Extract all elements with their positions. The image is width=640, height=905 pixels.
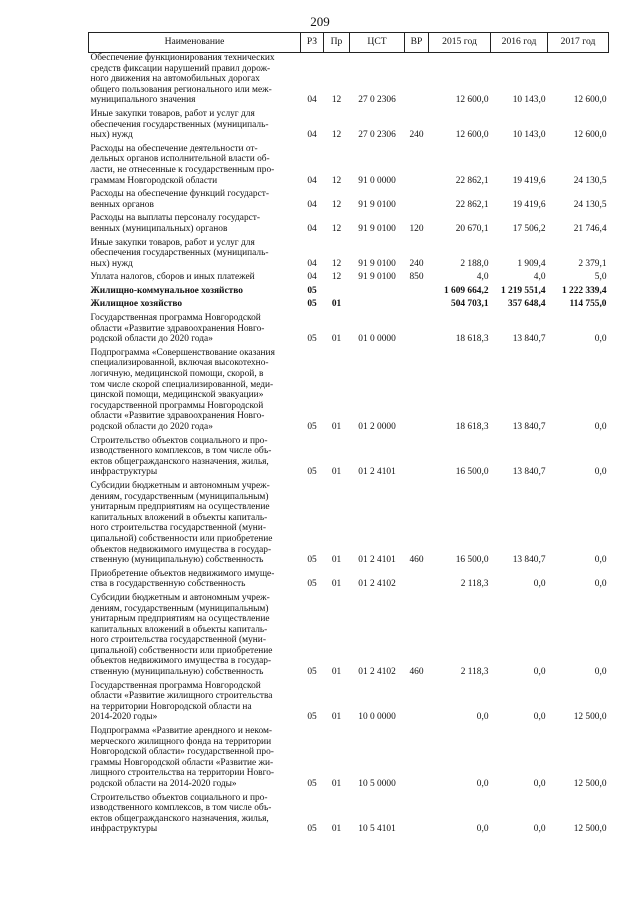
row-cst: 27 0 2306 <box>358 130 396 141</box>
row-name: Строительство объектов социального и про- изводственного комплексов, в том числе объ- ектов общегражданского назначения, жилья, инфраструктуры <box>90 435 272 478</box>
table-row <box>89 286 609 300</box>
row-rz: 05 <box>307 779 317 789</box>
row-rz: 04 <box>307 272 317 283</box>
table-header <box>89 33 609 53</box>
header-2017: 2017 год <box>548 33 609 53</box>
table-row <box>89 238 609 273</box>
row-name: Расходы на обеспечение деятельности от- дельных органов исполнительной власти об- ласти, не отнесенные к государственным про- граммам Новгородской области <box>90 143 275 186</box>
row-rz: 04 <box>307 223 317 234</box>
row-cst: 01 2 4102 <box>358 667 396 678</box>
row-rz: 05 <box>307 667 317 678</box>
row-pr <box>324 286 350 300</box>
row-rz: 05 <box>307 285 317 296</box>
row-value-2015: 12 600,0 <box>455 95 489 106</box>
row-vr <box>405 681 429 726</box>
row-vr <box>405 189 429 213</box>
row-value-2016: 10 143,0 <box>512 130 546 141</box>
row-value-2017: 5,0 <box>594 272 607 283</box>
row-cst: 10 5 0000 <box>358 779 396 789</box>
table-row <box>89 593 609 681</box>
budget-table <box>88 32 609 838</box>
header-row <box>89 33 609 53</box>
row-value-2015: 20 670,1 <box>455 223 489 234</box>
row-value-2016: 0,0 <box>533 779 546 789</box>
header-2016: 2016 год <box>491 33 548 53</box>
row-pr: 01 <box>331 779 342 789</box>
row-value-2017: 12 500,0 <box>573 779 607 789</box>
row-pr: 01 <box>331 712 342 723</box>
row-vr <box>405 348 429 436</box>
row-value-2016: 13 840,7 <box>512 555 546 566</box>
row-value-2015: 2 118,3 <box>460 579 489 590</box>
row-rz: 05 <box>307 299 317 310</box>
row-value-2017: 0,0 <box>594 555 607 566</box>
row-vr <box>405 144 429 189</box>
table-row <box>89 436 609 481</box>
row-vr: 850 <box>409 272 424 283</box>
row-pr: 12 <box>331 258 342 269</box>
row-vr: 460 <box>409 667 424 678</box>
row-pr: 12 <box>331 199 342 210</box>
row-value-2017: 1 222 339,4 <box>561 285 607 296</box>
page-number: 209 <box>310 14 330 29</box>
row-value-2016: 0,0 <box>533 824 546 835</box>
row-vr <box>405 569 429 593</box>
table-row <box>89 109 609 144</box>
row-name: Подпрограмма «Совершенствование оказания специализированной, включая высокотехно- логичную, медицинской помощи, скорой, в том числе скорой специализированной, меди- цинской помощи, медицинской эвакуации» государственной программы Новгородской области «Развитие здравоохранения Новго- родской области до 2020 года» <box>90 347 275 432</box>
row-value-2015: 22 862,1 <box>455 175 489 186</box>
row-pr: 01 <box>331 555 342 566</box>
row-value-2015: 16 500,0 <box>455 467 489 478</box>
row-cst: 91 9 0100 <box>358 223 396 234</box>
row-value-2016: 13 840,7 <box>512 422 546 432</box>
row-value-2017: 2 379,1 <box>578 258 607 269</box>
row-name: Субсидии бюджетным и автономным учреж- дениям, государственным (муниципальным) унитарным предприятиям на осуществление капитальных вложений в объекты капиталь- ного строительства государственной (муни- ципальной) собственности или приобретение объектов недвижимого имущества в государ- ственную (муниципальную) собственность <box>90 592 273 678</box>
row-value-2016: 19 419,6 <box>512 199 546 210</box>
row-value-2016: 1 219 551,4 <box>500 285 546 296</box>
row-value-2017: 12 500,0 <box>573 824 607 835</box>
row-value-2016: 357 648,4 <box>508 299 546 310</box>
row-rz: 04 <box>307 175 317 186</box>
row-pr: 01 <box>331 824 342 835</box>
row-value-2016: 17 506,2 <box>512 223 546 234</box>
row-vr <box>405 299 429 313</box>
table-row <box>89 144 609 189</box>
row-vr <box>405 793 429 838</box>
table-row <box>89 793 609 838</box>
row-cst: 91 9 0100 <box>358 258 396 269</box>
row-name: Уплата налогов, сборов и иных платежей <box>90 272 255 283</box>
row-value-2015: 12 600,0 <box>455 130 489 141</box>
row-value-2016: 0,0 <box>533 579 546 590</box>
row-value-2016: 13 840,7 <box>512 467 546 478</box>
row-pr: 01 <box>331 422 342 432</box>
row-rz: 04 <box>307 130 317 141</box>
row-rz: 05 <box>307 422 317 432</box>
row-cst: 01 2 4102 <box>358 579 396 590</box>
row-pr: 12 <box>331 95 342 106</box>
row-name: Иные закупки товаров, работ и услуг для обеспечения государственных (муниципаль- ных) нужд <box>90 237 269 269</box>
row-name: Государственная программа Новгородской области «Развитие жилищного строительства на территории Новгородской области на 2014-2020 годы» <box>90 680 273 723</box>
row-vr <box>405 726 429 793</box>
row-cst: 91 9 0100 <box>358 199 396 210</box>
row-vr <box>405 53 429 109</box>
row-value-2015: 22 862,1 <box>455 199 489 210</box>
table-row <box>89 481 609 569</box>
row-cst: 10 5 4101 <box>358 824 396 835</box>
row-value-2015: 18 618,3 <box>455 334 489 345</box>
row-value-2017: 0,0 <box>594 579 607 590</box>
row-pr: 01 <box>331 667 342 678</box>
row-value-2015: 0,0 <box>476 824 489 835</box>
row-cst: 01 2 0000 <box>358 422 396 432</box>
row-cst: 01 0 0000 <box>358 334 396 345</box>
row-name: Расходы на обеспечение функций государст- венных органов <box>90 189 270 210</box>
row-pr: 12 <box>331 223 342 234</box>
table-row <box>89 213 609 237</box>
row-value-2017: 0,0 <box>594 422 607 432</box>
row-value-2015: 0,0 <box>476 779 489 789</box>
row-cst <box>350 286 405 300</box>
row-value-2015: 1 609 664,2 <box>443 285 489 296</box>
row-rz: 04 <box>307 199 317 210</box>
table-row <box>89 681 609 726</box>
row-value-2017: 0,0 <box>594 334 607 345</box>
row-rz: 04 <box>307 258 317 269</box>
header-pr: Пр <box>324 33 350 53</box>
row-value-2017: 21 746,4 <box>573 223 607 234</box>
row-value-2015: 504 703,1 <box>451 299 489 310</box>
row-vr <box>405 436 429 481</box>
row-value-2017: 24 130,5 <box>573 175 607 186</box>
header-name: Наименование <box>89 33 301 53</box>
row-pr: 01 <box>331 299 342 310</box>
table-row <box>89 313 609 348</box>
row-name: Обеспечение функционирования технических средств фиксации нарушений правил дорож- ного движения на автомобильных дорогах общего пользования регионального или меж- муниципального значения <box>90 53 275 106</box>
row-value-2016: 4,0 <box>533 272 546 283</box>
row-name: Государственная программа Новгородской области «Развитие здравоохранения Новго- родской области до 2020 года» <box>90 313 265 345</box>
table-row <box>89 53 609 109</box>
table-row <box>89 299 609 313</box>
row-rz: 05 <box>307 467 317 478</box>
row-pr: 12 <box>331 130 342 141</box>
row-value-2017: 24 130,5 <box>573 199 607 210</box>
row-cst: 10 0 0000 <box>358 712 396 723</box>
row-rz: 05 <box>307 579 317 590</box>
row-vr <box>405 286 429 300</box>
header-2015: 2015 год <box>429 33 491 53</box>
row-pr: 01 <box>331 579 342 590</box>
row-value-2015: 4,0 <box>476 272 489 283</box>
row-value-2016: 0,0 <box>533 667 546 678</box>
table-row <box>89 272 609 286</box>
row-value-2015: 2 188,0 <box>460 258 489 269</box>
row-name: Приобретение объектов недвижимого имуще- ства в государственную собственность <box>90 568 275 590</box>
table-row <box>89 348 609 436</box>
row-cst: 91 0 0000 <box>358 175 396 186</box>
row-rz: 05 <box>307 712 317 723</box>
row-name: Жилищно-коммунальное хозяйство <box>90 285 243 296</box>
row-rz: 04 <box>307 95 317 106</box>
row-name: Иные закупки товаров, работ и услуг для обеспечения государственных (муниципаль- ных) нужд <box>90 108 269 141</box>
header-cst: ЦСТ <box>350 33 405 53</box>
row-vr: 240 <box>409 258 424 269</box>
row-value-2015: 2 118,3 <box>460 667 489 678</box>
row-rz: 05 <box>307 555 317 566</box>
row-value-2016: 0,0 <box>533 712 546 723</box>
row-cst: 27 0 2306 <box>358 95 396 106</box>
row-value-2017: 12 600,0 <box>573 95 607 106</box>
row-value-2015: 18 618,3 <box>455 422 489 432</box>
row-value-2016: 19 419,6 <box>512 175 546 186</box>
row-value-2017: 114 755,0 <box>569 299 607 310</box>
row-name: Строительство объектов социального и про- изводственного комплексов, в том числе объ- ектов общегражданского назначения, жилья, инфраструктуры <box>90 792 272 835</box>
row-vr: 120 <box>409 223 424 234</box>
row-vr: 240 <box>409 130 424 141</box>
row-pr: 01 <box>331 334 342 345</box>
row-cst: 91 9 0100 <box>358 272 396 283</box>
table-row <box>89 726 609 793</box>
row-cst: 01 2 4101 <box>358 467 396 478</box>
row-pr: 12 <box>331 272 342 283</box>
table-row <box>89 189 609 213</box>
row-cst <box>350 299 405 313</box>
row-cst: 01 2 4101 <box>358 555 396 566</box>
table-body <box>89 53 609 838</box>
row-name: Жилищное хозяйство <box>90 299 183 310</box>
header-vr: ВР <box>405 33 429 53</box>
row-pr: 12 <box>331 175 342 186</box>
row-value-2015: 0,0 <box>476 712 489 723</box>
row-name: Расходы на выплаты персоналу государст- венных (муниципальных) органов <box>90 213 261 234</box>
row-rz: 05 <box>307 824 317 835</box>
row-value-2015: 16 500,0 <box>455 555 489 566</box>
row-value-2016: 10 143,0 <box>512 95 546 106</box>
row-value-2017: 0,0 <box>594 467 607 478</box>
table-row <box>89 569 609 593</box>
row-pr: 01 <box>331 467 342 478</box>
row-value-2016: 1 909,4 <box>517 258 546 269</box>
header-rz: РЗ <box>301 33 324 53</box>
row-vr <box>405 313 429 348</box>
row-value-2017: 0,0 <box>594 667 607 678</box>
row-value-2017: 12 500,0 <box>573 712 607 723</box>
row-name: Подпрограмма «Развитие арендного и неком- мерческого жилищного фонда на территории Новгородской области» государственной про- граммы Новгородской области «Развитие жи- лищного строительства на территории Новго- родской области на 2014-2020 годы» <box>90 726 275 789</box>
row-rz: 05 <box>307 334 317 345</box>
row-vr: 460 <box>409 555 424 566</box>
row-value-2016: 13 840,7 <box>512 334 546 345</box>
row-value-2017: 12 600,0 <box>573 130 607 141</box>
row-name: Субсидии бюджетным и автономным учреж- дениям, государственным (муниципальным) унитарным предприятиям на осуществление капитальных вложений в объекты капиталь- ного строительства государственной (муни- ципальной) собственности или приобретение объектов недвижимого имущества в государ- ственную (муниципальную) собственность <box>90 480 273 566</box>
